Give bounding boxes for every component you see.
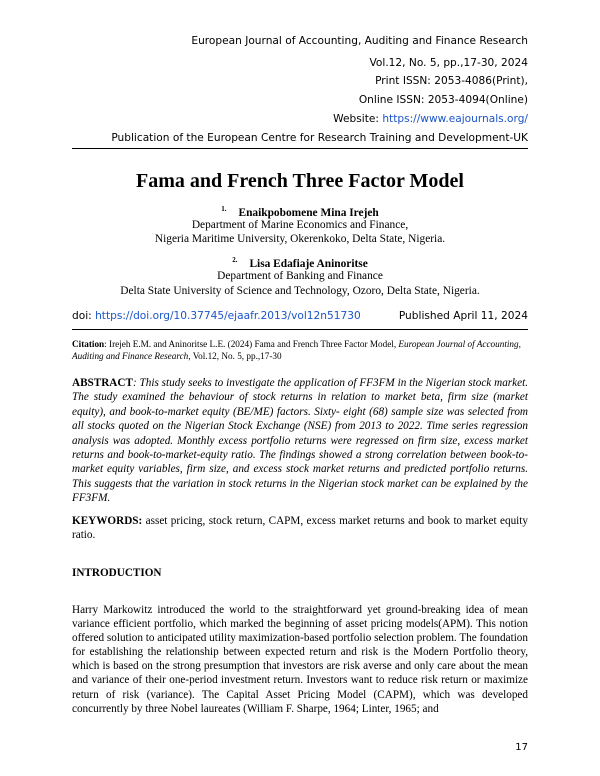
citation-label: Citation: [72, 339, 105, 349]
doi-line: [72, 310, 528, 322]
author-1-affiliation-2: Nigeria Maritime University, Okerenkoko, Delta State, Nigeria.: [154, 233, 446, 245]
online-issn: Online ISSN: 2053-4094(Online): [358, 94, 528, 106]
abstract: [72, 376, 528, 506]
keywords-text: asset pricing, stock return, CAPM, excess market returns and book to market equity ratio.: [72, 515, 528, 542]
author-2-name: Lisa Edafiaje Aninoritse: [249, 258, 368, 270]
abstract-label: ABSTRACT: [72, 377, 133, 389]
volume-info: Vol.12, No. 5, pp.,17-30, 2024: [369, 57, 528, 69]
citation: [72, 338, 528, 362]
journal-name: European Journal of Accounting, Auditing and Finance Research: [191, 35, 528, 47]
website-line: [333, 113, 528, 125]
author-1-number: 1.: [221, 205, 227, 213]
page-number: 17: [515, 742, 528, 753]
website-label: Website:: [333, 113, 383, 125]
citation-text-1: : Irejeh E.M. and Aninoritse L.E. (2024) Fama and French Three Factor Model,: [104, 339, 399, 349]
keywords-label: KEYWORDS:: [72, 515, 143, 527]
doi-link[interactable]: https://doi.org/10.37745/ejaafr.2013/vol12n51730: [95, 310, 361, 322]
doi-divider: [72, 329, 528, 330]
author-2-number: 2.: [232, 256, 238, 264]
citation-text-2: , Vol.12, No. 5, pp.,17-30: [188, 351, 282, 361]
author-1: [0, 205, 600, 219]
author-1-name: Enaikpobomene Mina Irejeh: [238, 207, 379, 219]
header-divider: [72, 148, 528, 149]
author-2-affiliation-2: Delta State University of Science and Technology, Ozoro, Delta State, Nigeria.: [120, 285, 480, 297]
keywords: [72, 514, 528, 543]
published-date: Published April 11, 2024: [398, 310, 528, 322]
citation-journal: European Journal of Accounting, Auditing and Finance Research: [72, 339, 521, 361]
doi: [72, 310, 361, 322]
abstract-text: : This study seeks to investigate the application of FF3FM in the Nigerian stock market. The study examined the behaviour of stock returns in relation to market beta, firm size (market equity), and book-to-market equity (BE/ME) factors. Sixty- eight (68) sample size was selected from all stocks quoted on the Nigerian Stock Exchange (NSE) from 2013 to 2022. Time series regression analysis was adopted. Monthly excess portfolio returns were regressed on firm size, excess market returns and book-to-market-equity ratio. The findings showed a strong correlation between book-to-market equity variables, firm size, and excess stock market returns and predicted portfolio returns. This suggests that the variation in stock returns in the Nigerian stock market can be explained by the FF3FM.: [72, 377, 528, 505]
author-1-affiliation-1: Department of Marine Economics and Finance,: [191, 219, 409, 231]
paper-title: Fama and French Three Factor Model: [136, 170, 464, 192]
introduction-heading: INTRODUCTION: [72, 567, 162, 579]
publisher-line: Publication of the European Centre for Research Training and Development-UK: [111, 132, 528, 144]
author-2: [0, 256, 600, 270]
introduction-text: Harry Markowitz introduced the world to the straightforward yet ground-breaking idea of mean variance efficient portfolio, which marked the beginning of asset pricing models(APM). This notion offered solution to anticipated utility maximization-based portfolio selection problem. The foundation for establishing the relationship between expected return and risk is the Modern Portfolio theory, which is based on the strong presumption that investors are risk averse and only care about the mean and variance of their one-period investment return. Investors want to reduce risk return or maximize return of risk (variance). The Capital Asset Pricing Model (CAPM), which was developed concurrently by three Nobel laureates (William F. Sharpe, 1964; Linter, 1965; and: [72, 604, 528, 715]
author-2-affiliation-1: Department of Banking and Finance: [217, 270, 383, 282]
print-issn: Print ISSN: 2053-4086(Print),: [375, 75, 528, 87]
website-link[interactable]: https://www.eajournals.org/: [382, 113, 528, 125]
doi-label: doi:: [72, 310, 96, 322]
